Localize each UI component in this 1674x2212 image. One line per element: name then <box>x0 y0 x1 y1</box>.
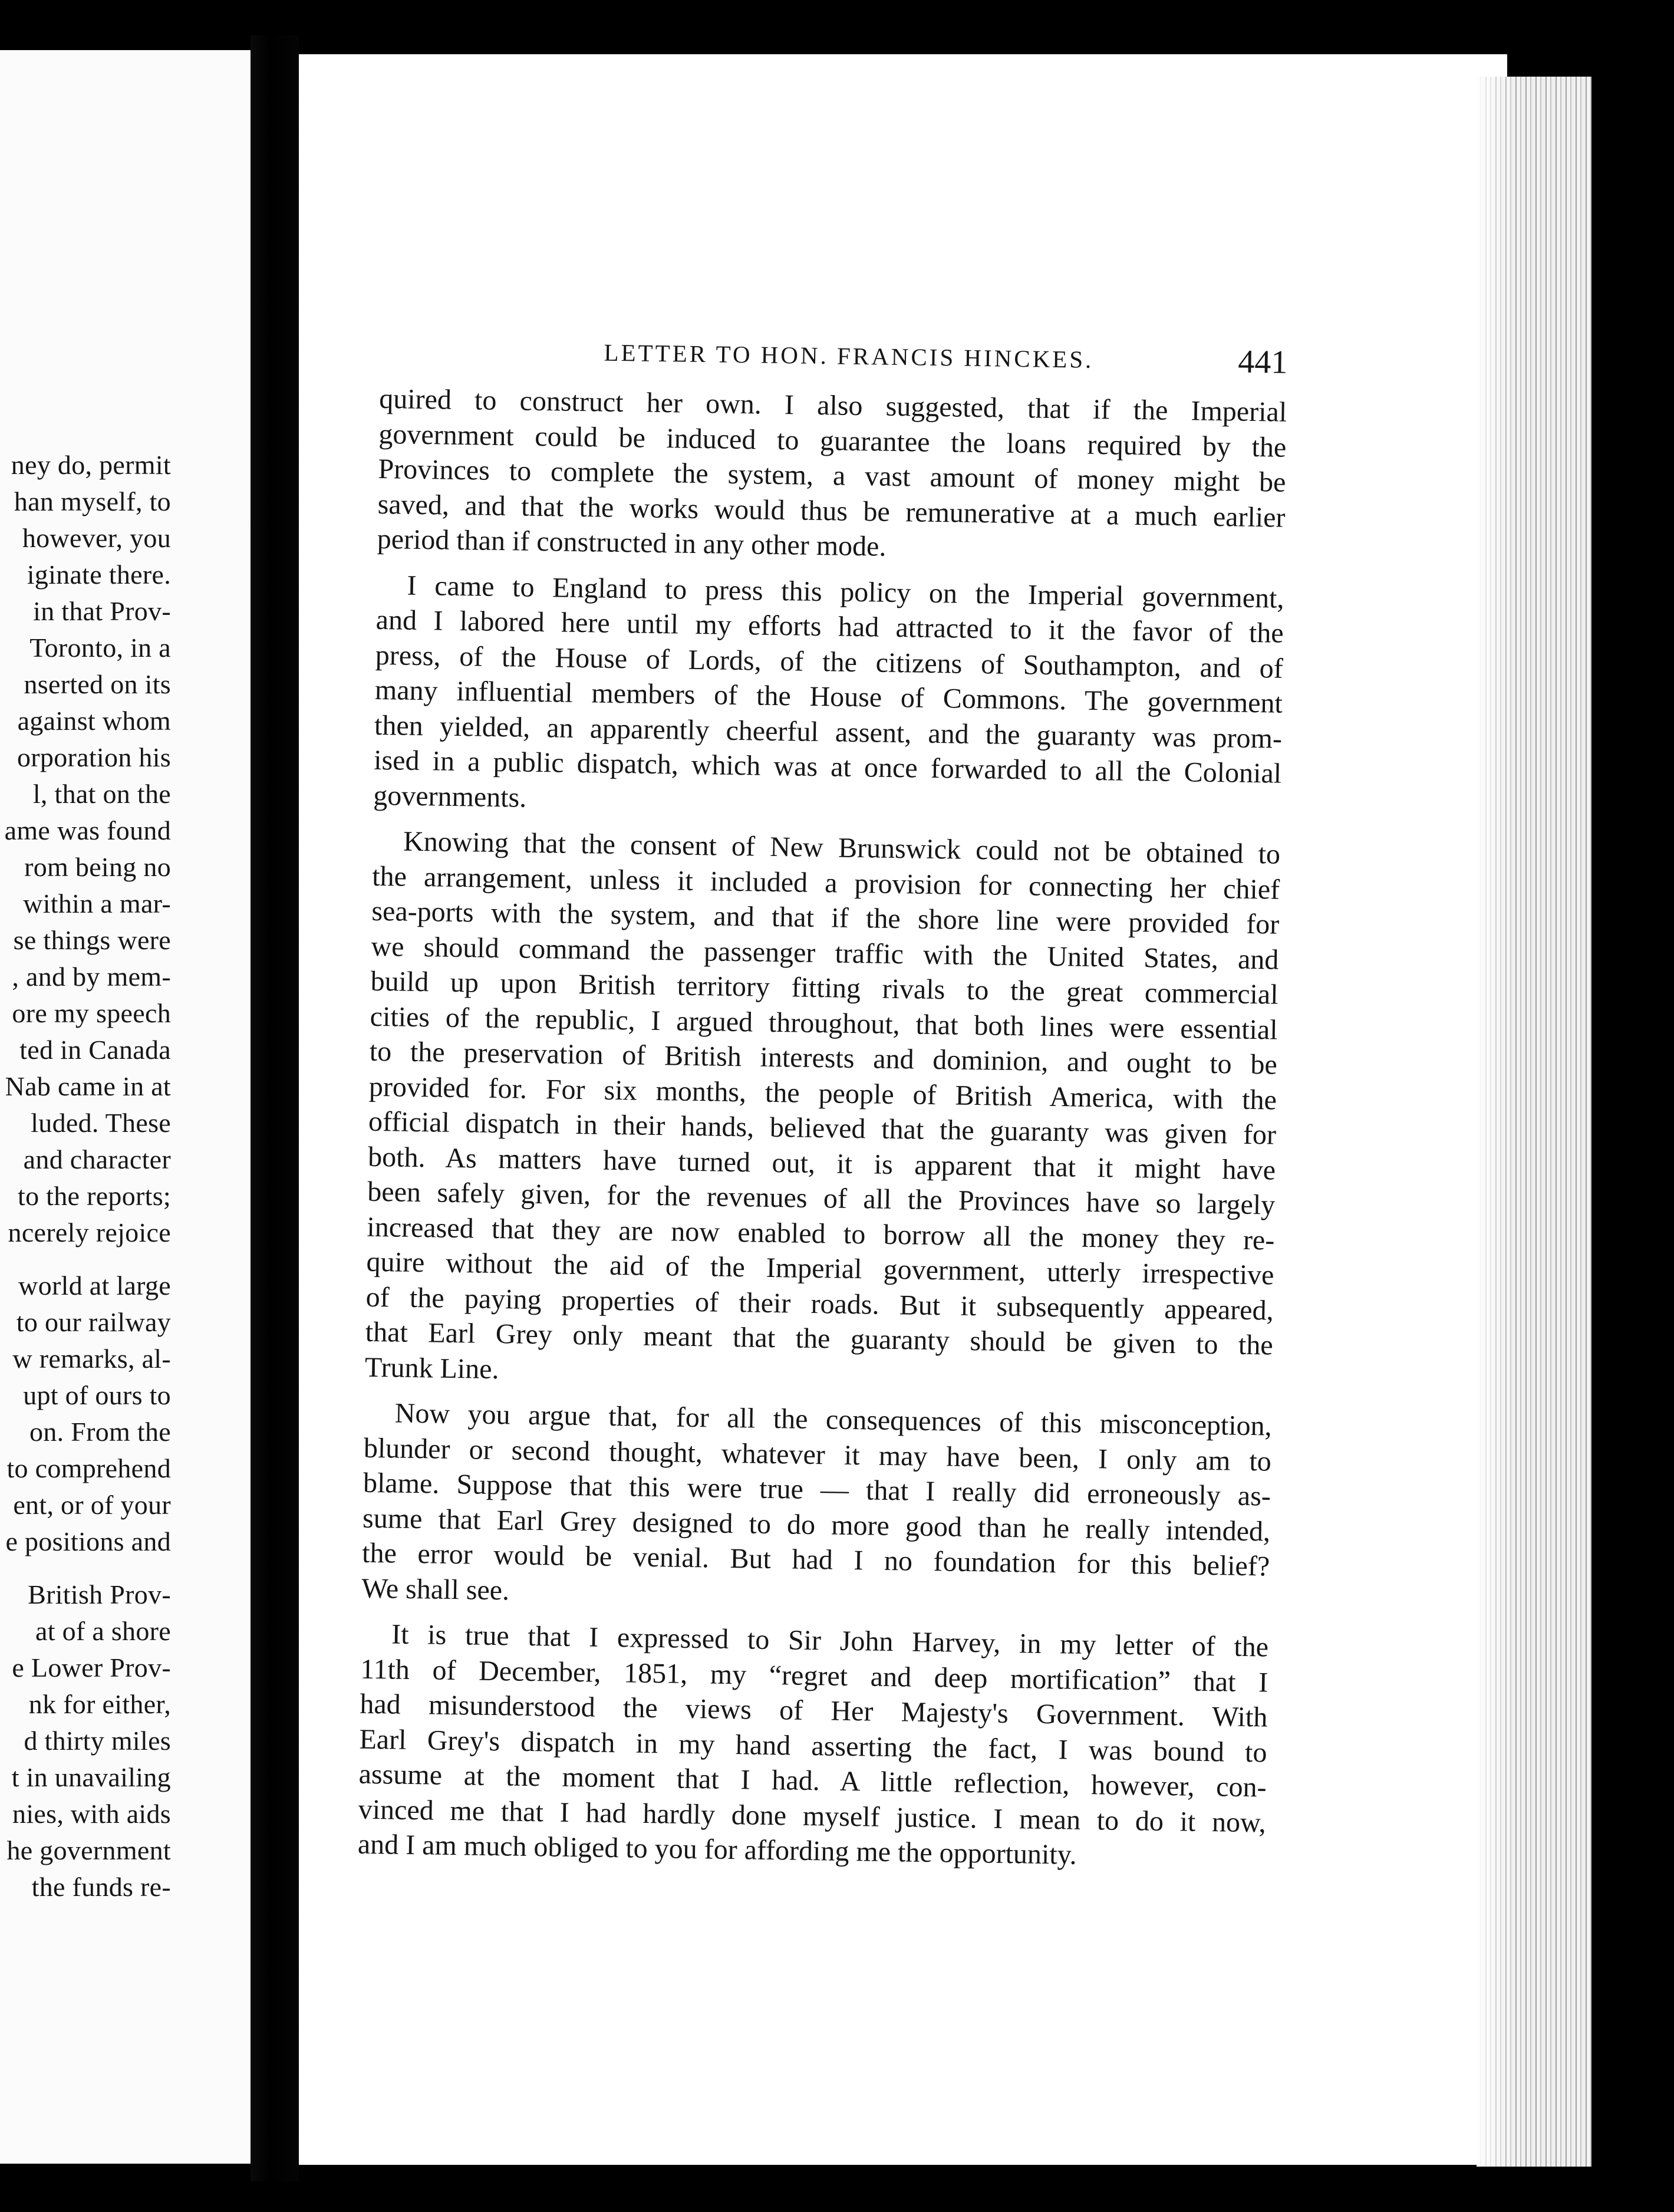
previous-page-line: t in unavailing <box>11 1762 171 1792</box>
text-line: cities of the republic, I argued throughout, that both lines were essential <box>370 1000 1278 1046</box>
text-line: We shall see. <box>361 1572 510 1606</box>
text-line: the error would be venial. But had I no foundation for this belief? <box>361 1537 1270 1582</box>
previous-page-line: , and by mem- <box>12 962 171 992</box>
text-line: then yielded, an apparently cheerful assent, and the guaranty was prom- <box>374 709 1283 755</box>
page-text-block <box>357 54 1292 1871</box>
text-line: had misunderstood the views of Her Majesty's Government. With <box>360 1688 1268 1733</box>
text-line: blame. Suppose that this were true — that I really did erroneously as- <box>363 1467 1271 1512</box>
previous-page-line: he government <box>6 1835 171 1865</box>
text-line: Provinces to complete the system, a vast amount of money might be <box>378 453 1286 498</box>
text-line: and I labored here until my efforts had attracted to it the favor of the <box>375 604 1284 649</box>
previous-page-line: nies, with aids <box>12 1799 171 1829</box>
text-line: sume that Earl Grey designed to do more good than he really intended, <box>362 1502 1271 1548</box>
previous-page-line: upt of ours to <box>23 1380 171 1410</box>
previous-page-line: ame was found <box>4 815 171 845</box>
paragraph <box>377 381 1287 570</box>
previous-page-line: ncerely rejoice <box>8 1217 171 1247</box>
scan-background-right <box>1591 59 1674 2212</box>
text-line: that Earl Grey only meant that the guaranty should be given to the <box>365 1316 1274 1361</box>
previous-page-line: to our railway <box>16 1307 171 1337</box>
text-line: I came to England to press this policy on the Imperial government, <box>407 570 1284 614</box>
previous-page-line: within a mar- <box>23 888 171 919</box>
previous-page-line: to the reports; <box>18 1181 171 1211</box>
paragraph <box>373 567 1284 826</box>
text-line: provided for. For six months, the people of British America, with the <box>368 1071 1277 1116</box>
paragraph <box>365 824 1281 1398</box>
text-line: both. As matters have turned out, it is apparent that it might have <box>367 1141 1276 1186</box>
text-line: It is true that I expressed to Sir John Harvey, in my letter of the <box>391 1618 1269 1663</box>
previous-page-line: in that Prov- <box>33 596 171 626</box>
text-line: increased that they are now enabled to borrow all the money they re- <box>367 1211 1275 1256</box>
previous-page-line: luded. These <box>31 1108 171 1138</box>
text-line: ised in a public dispatch, which was at once forwarded to all the Colonial <box>373 744 1282 789</box>
paragraph <box>361 1395 1272 1620</box>
current-page <box>299 54 1507 2165</box>
previous-page-line: d thirty miles <box>24 1726 171 1756</box>
previous-page-text <box>0 447 171 1905</box>
text-line: official dispatch in their hands, believed that the guaranty was given for <box>368 1105 1277 1151</box>
book-gutter <box>251 35 299 2181</box>
previous-page-line: ted in Canada <box>19 1035 171 1065</box>
previous-page-line: nk for either, <box>28 1689 171 1719</box>
text-line: of the paying properties of their roads. But it subsequently appeared, <box>365 1281 1274 1326</box>
text-line: saved, and that the works would thus be remunerative at a much earlier <box>377 488 1286 534</box>
previous-page-line: rom being no <box>24 852 171 882</box>
text-line: vinced me that I had hardly done myself justice. I mean to do it now, <box>358 1793 1267 1839</box>
previous-page-line: Nab came in at <box>5 1071 171 1101</box>
text-line: many influential members of the House of Commons. The government <box>374 674 1283 719</box>
previous-page-line: han myself, to <box>14 486 171 516</box>
text-line: the arrangement, unless it included a provision for connecting her chief <box>371 860 1280 906</box>
previous-page-line: e positions and <box>5 1526 171 1556</box>
previous-page-line: and character <box>23 1144 171 1174</box>
text-line: Trunk Line. <box>364 1351 499 1385</box>
page-number: 441 <box>1237 343 1288 381</box>
text-line: and I am much obliged to you for affording me the opportunity. <box>357 1828 1077 1871</box>
previous-page-line: iginate there. <box>27 559 171 590</box>
text-line: press, of the House of Lords, of the citizens of Southampton, and of <box>375 639 1284 684</box>
running-title: LETTER TO HON. FRANCIS HINCKES. <box>604 338 1094 373</box>
previous-page-line: Toronto, in a <box>29 633 171 663</box>
body-text <box>358 381 1287 1875</box>
previous-page-line: world at large <box>18 1270 171 1301</box>
text-line: blunder or second thought, whatever it may have been, I only am to <box>363 1432 1272 1477</box>
text-line: assume at the moment that I had. A little reflection, however, con- <box>358 1758 1267 1803</box>
previous-page-line: ent, or of your <box>13 1490 171 1520</box>
previous-page-line: to comprehend <box>6 1453 171 1483</box>
text-line: governments. <box>373 779 527 814</box>
page-edges-shadow <box>1477 77 1518 2167</box>
text-line: 11th of December, 1851, my “regret and deep mortification” that I <box>360 1653 1268 1698</box>
paragraph <box>358 1617 1269 1875</box>
text-line: Earl Grey's dispatch in my hand asserting the fact, I was bound to <box>359 1723 1267 1769</box>
text-line: quire without the aid of the Imperial government, utterly irrespective <box>366 1246 1274 1291</box>
text-line: Knowing that the consent of New Brunswick could not be obtained to <box>403 825 1281 870</box>
previous-page-line: e Lower Prov- <box>12 1653 171 1683</box>
text-line: quired to construct her own. I also suggested, that if the Imperial <box>378 383 1287 428</box>
previous-page-line: w remarks, al- <box>12 1344 171 1374</box>
previous-page-line: nserted on its <box>24 669 171 699</box>
text-line: government could be induced to guarantee the loans required by the <box>378 418 1287 463</box>
previous-page-line: against whom <box>17 706 171 736</box>
previous-page-line: ney do, permit <box>11 450 171 480</box>
previous-page-line: however, you <box>22 523 171 553</box>
text-line: Now you argue that, for all the consequences of this misconception, <box>394 1397 1273 1442</box>
previous-page-line: orporation his <box>17 742 171 772</box>
text-line: we should command the passenger traffic with the United States, and <box>371 930 1279 976</box>
text-line: period than if constructed in any other mode. <box>377 523 887 562</box>
text-line: build up upon British territory fitting rivals to the great commercial <box>370 965 1278 1010</box>
text-line: to the preservation of British interests and dominion, and ought to be <box>369 1035 1278 1081</box>
previous-page-line: ore my speech <box>12 998 171 1028</box>
previous-page-line: British Prov- <box>28 1579 171 1609</box>
previous-page <box>0 50 251 2164</box>
running-head <box>380 325 1288 386</box>
previous-page-line: on. From the <box>29 1417 171 1447</box>
text-line: sea-ports with the system, and that if the shore line were provided for <box>371 895 1280 940</box>
previous-page-line: at of a shore <box>35 1616 171 1646</box>
text-line: been safely given, for the revenues of all the Provinces have so largely <box>367 1176 1276 1221</box>
previous-page-line: the funds re- <box>31 1872 171 1902</box>
previous-page-line: se things were <box>13 925 171 955</box>
previous-page-line: l, that on the <box>32 779 171 809</box>
